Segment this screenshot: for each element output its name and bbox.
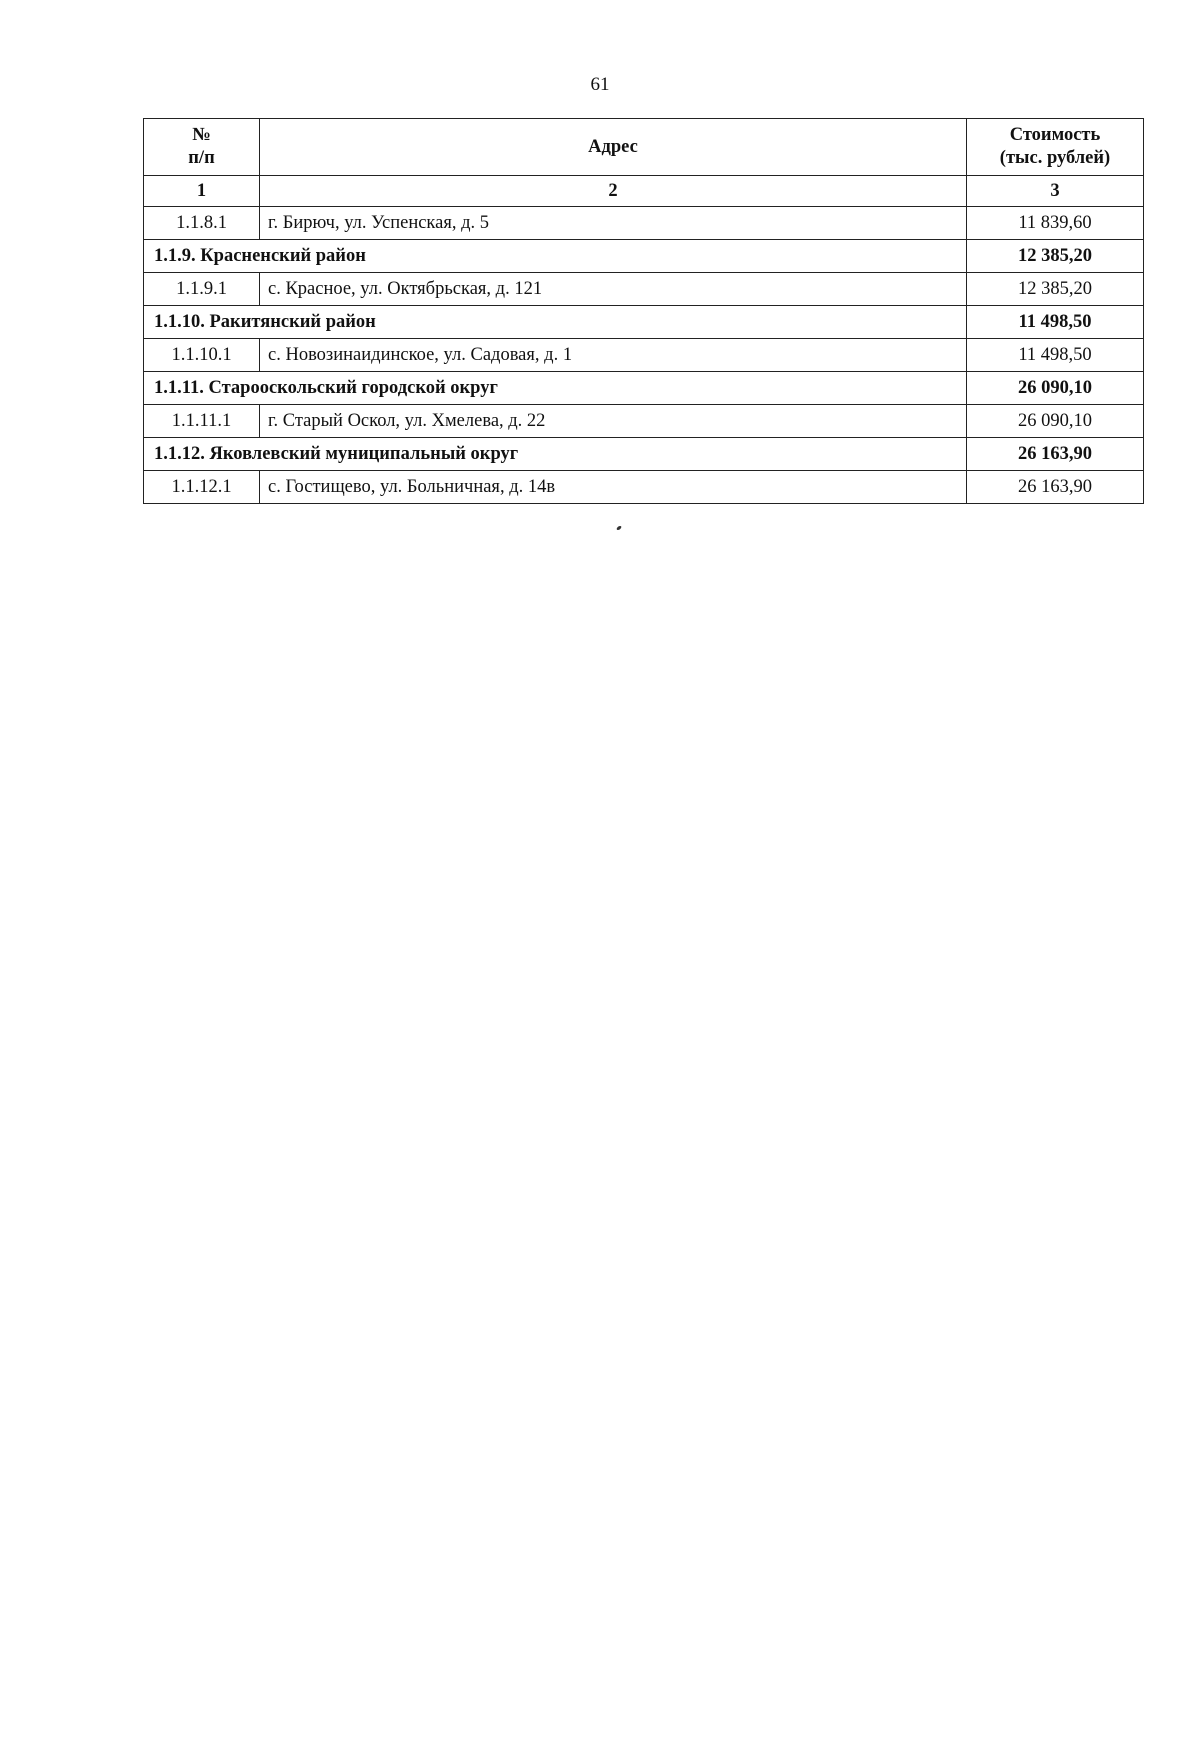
item-number: 1.1.10.1: [144, 339, 260, 372]
item-cost: 26 163,90: [967, 471, 1144, 504]
item-address: с. Красное, ул. Октябрьская, д. 121: [260, 273, 967, 306]
group-cost: 11 498,50: [967, 306, 1144, 339]
group-title: 1.1.9. Красненский район: [144, 240, 967, 273]
group-title: 1.1.11. Старооскольский городской округ: [144, 372, 967, 405]
item-number: 1.1.9.1: [144, 273, 260, 306]
header-cost-line2: (тыс. рублей): [999, 148, 1111, 168]
column-number-2: 2: [260, 176, 967, 207]
header-number-line2: п/п: [188, 148, 215, 168]
header-cost-line1: Стоимость: [1009, 125, 1101, 145]
item-address: с. Гостищево, ул. Больничная, д. 14в: [260, 471, 967, 504]
group-cost: 26 163,90: [967, 438, 1144, 471]
item-address: с. Новозинаидинское, ул. Садовая, д. 1: [260, 339, 967, 372]
group-row: [144, 306, 1144, 339]
item-cost: 11 839,60: [967, 207, 1144, 240]
table-row: [144, 207, 1144, 240]
group-cost: 12 385,20: [967, 240, 1144, 273]
item-number: 1.1.11.1: [144, 405, 260, 438]
column-number-row: [144, 176, 1144, 207]
item-number: 1.1.12.1: [144, 471, 260, 504]
item-cost: 26 090,10: [967, 405, 1144, 438]
item-cost: 11 498,50: [967, 339, 1144, 372]
column-number-3: 3: [967, 176, 1144, 207]
group-row: [144, 240, 1144, 273]
item-address: г. Бирюч, ул. Успенская, д. 5: [260, 207, 967, 240]
header-address: Адрес: [260, 119, 967, 176]
stray-ink-mark: [616, 526, 622, 530]
header-cost: [967, 119, 1144, 176]
group-title: 1.1.12. Яковлевский муниципальный округ: [144, 438, 967, 471]
table-row: [144, 471, 1144, 504]
group-row: [144, 372, 1144, 405]
group-title: 1.1.10. Ракитянский район: [144, 306, 967, 339]
group-cost: 26 090,10: [967, 372, 1144, 405]
table-row: [144, 273, 1144, 306]
column-number-1: 1: [144, 176, 260, 207]
header-number-line1: №: [192, 125, 211, 145]
cost-table: [143, 118, 1144, 504]
item-cost: 12 385,20: [967, 273, 1144, 306]
table-header-row: [144, 119, 1144, 176]
table-row: [144, 339, 1144, 372]
item-address: г. Старый Оскол, ул. Хмелева, д. 22: [260, 405, 967, 438]
table-row: [144, 405, 1144, 438]
header-number: [144, 119, 260, 176]
group-row: [144, 438, 1144, 471]
page-number: 61: [590, 74, 610, 95]
item-number: 1.1.8.1: [144, 207, 260, 240]
table-body: [144, 207, 1144, 504]
